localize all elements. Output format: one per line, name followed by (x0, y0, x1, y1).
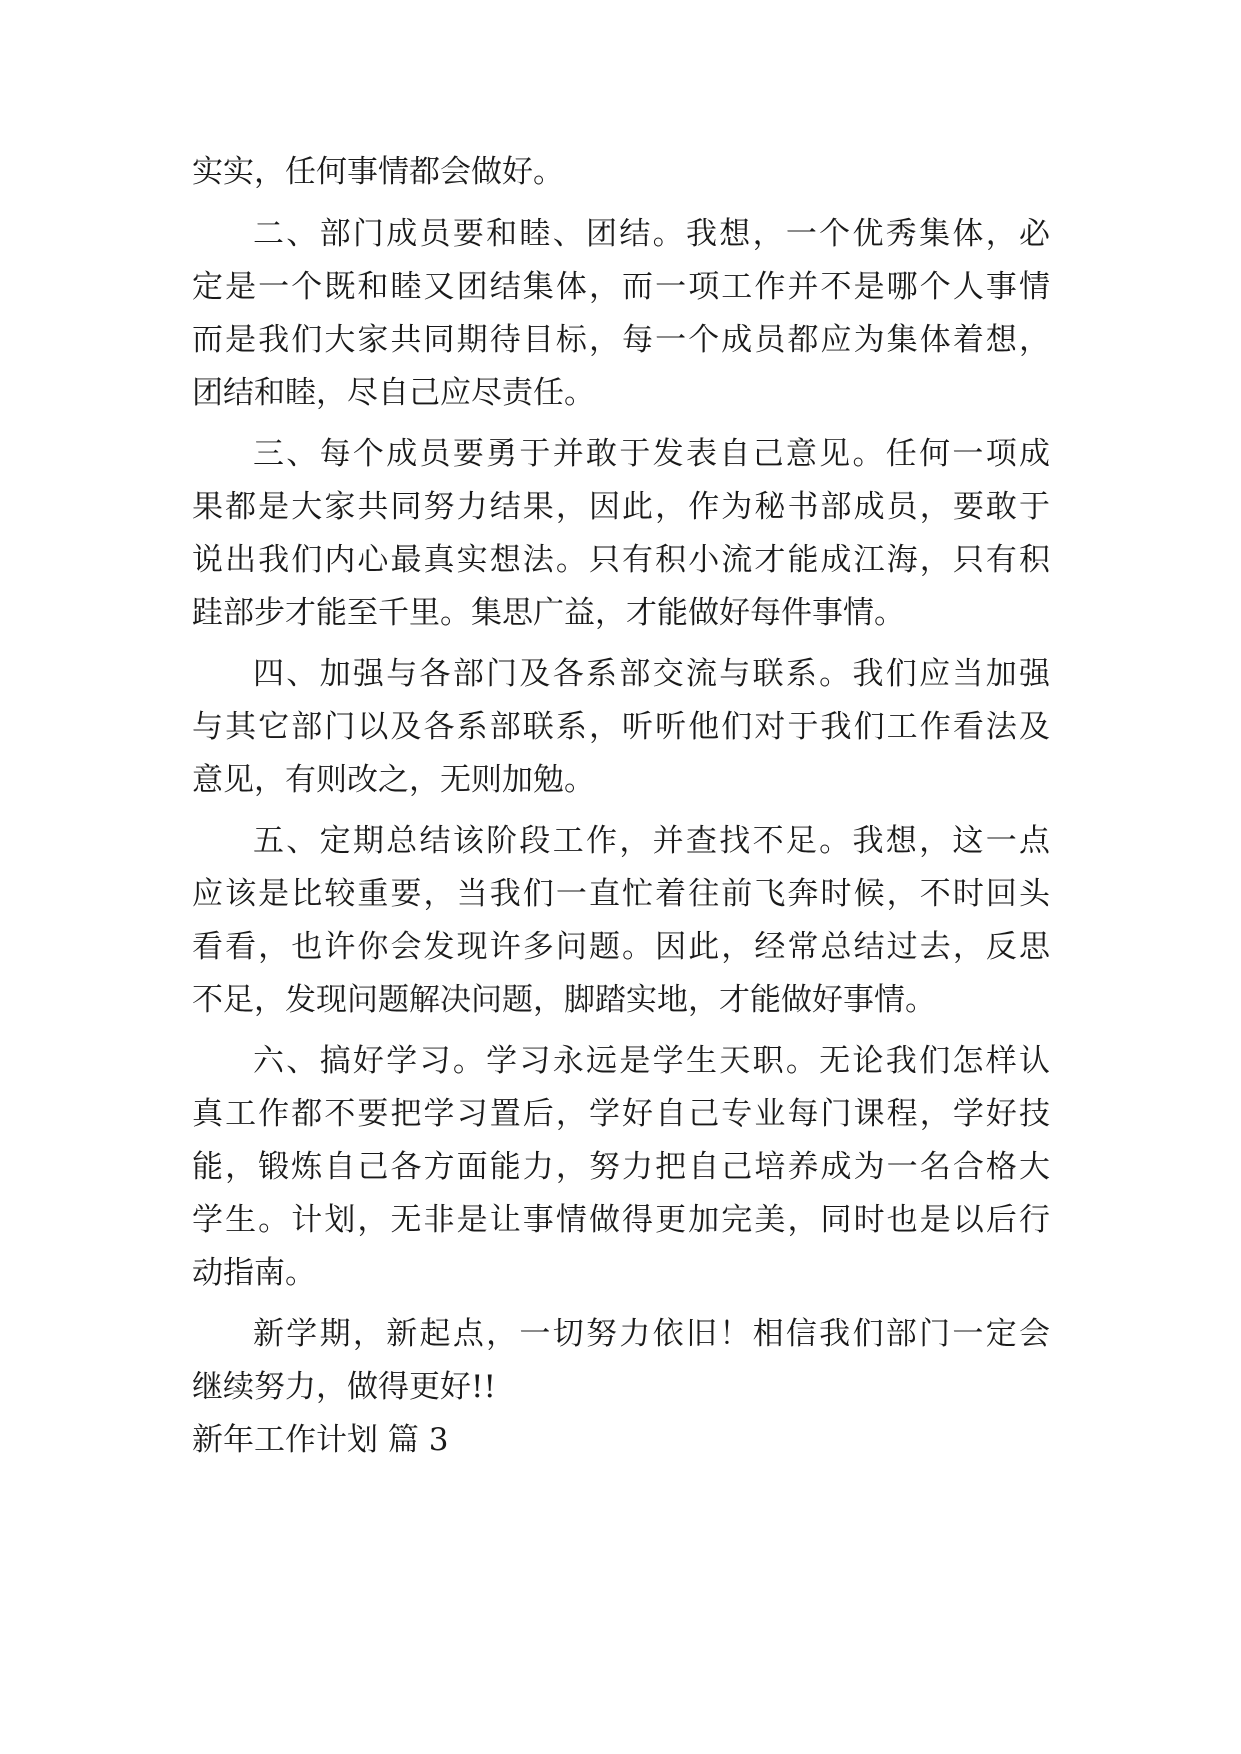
paragraph-line: 动指南。 (192, 1255, 316, 1291)
paragraph-line: 三、每个成员要勇于并敢于发表自己意见。任何一项成 (253, 436, 1050, 472)
paragraph-line: 说出我们内心最真实想法。只有积小流才能成江海，只有积 (192, 542, 1050, 578)
paragraph-line: 应该是比较重要，当我们一直忙着往前飞奔时候，不时回头 (192, 876, 1050, 912)
paragraph-line: 看看，也许你会发现许多问题。因此，经常总结过去，反思 (192, 929, 1050, 965)
paragraph-line: 跬部步才能至千里。集思广益，才能做好每件事情。 (192, 595, 905, 631)
paragraph-line: 能，锻炼自己各方面能力，努力把自己培养成为一名合格大 (192, 1149, 1050, 1185)
paragraph-line: 意见，有则改之，无则加勉。 (192, 762, 595, 798)
paragraph-line: 而是我们大家共同期待目标，每一个成员都应为集体着想， (192, 322, 1050, 358)
paragraph-line: 团结和睦，尽自己应尽责任。 (192, 375, 595, 411)
paragraph-line: 与其它部门以及各系部联系，听听他们对于我们工作看法及 (192, 709, 1050, 745)
paragraph-line: 不足，发现问题解决问题，脚踏实地，才能做好事情。 (192, 982, 936, 1018)
paragraph-line: 真工作都不要把学习置后，学好自己专业每门课程，学好技 (192, 1096, 1050, 1132)
paragraph-line: 学生。计划，无非是让事情做得更加完美，同时也是以后行 (192, 1202, 1050, 1238)
paragraph-line: 果都是大家共同努力结果，因此，作为秘书部成员，要敢于 (192, 489, 1050, 525)
paragraph-line: 继续努力，做得更好!! (192, 1369, 496, 1405)
paragraph-line: 定是一个既和睦又团结集体，而一项工作并不是哪个人事情 (192, 269, 1050, 305)
section-heading: 新年工作计划 篇 3 (192, 1422, 449, 1458)
paragraph-line: 四、加强与各部门及各系部交流与联系。我们应当加强 (253, 656, 1050, 692)
paragraph-line: 二、部门成员要和睦、团结。我想，一个优秀集体，必 (253, 216, 1050, 252)
paragraph-line: 新学期，新起点，一切努力依旧！相信我们部门一定会 (253, 1316, 1050, 1352)
paragraph-line: 实实，任何事情都会做好。 (192, 154, 564, 190)
paragraph-line: 六、搞好学习。学习永远是学生天职。无论我们怎样认 (253, 1043, 1050, 1079)
paragraph-line: 五、定期总结该阶段工作，并查找不足。我想，这一点 (253, 823, 1050, 859)
